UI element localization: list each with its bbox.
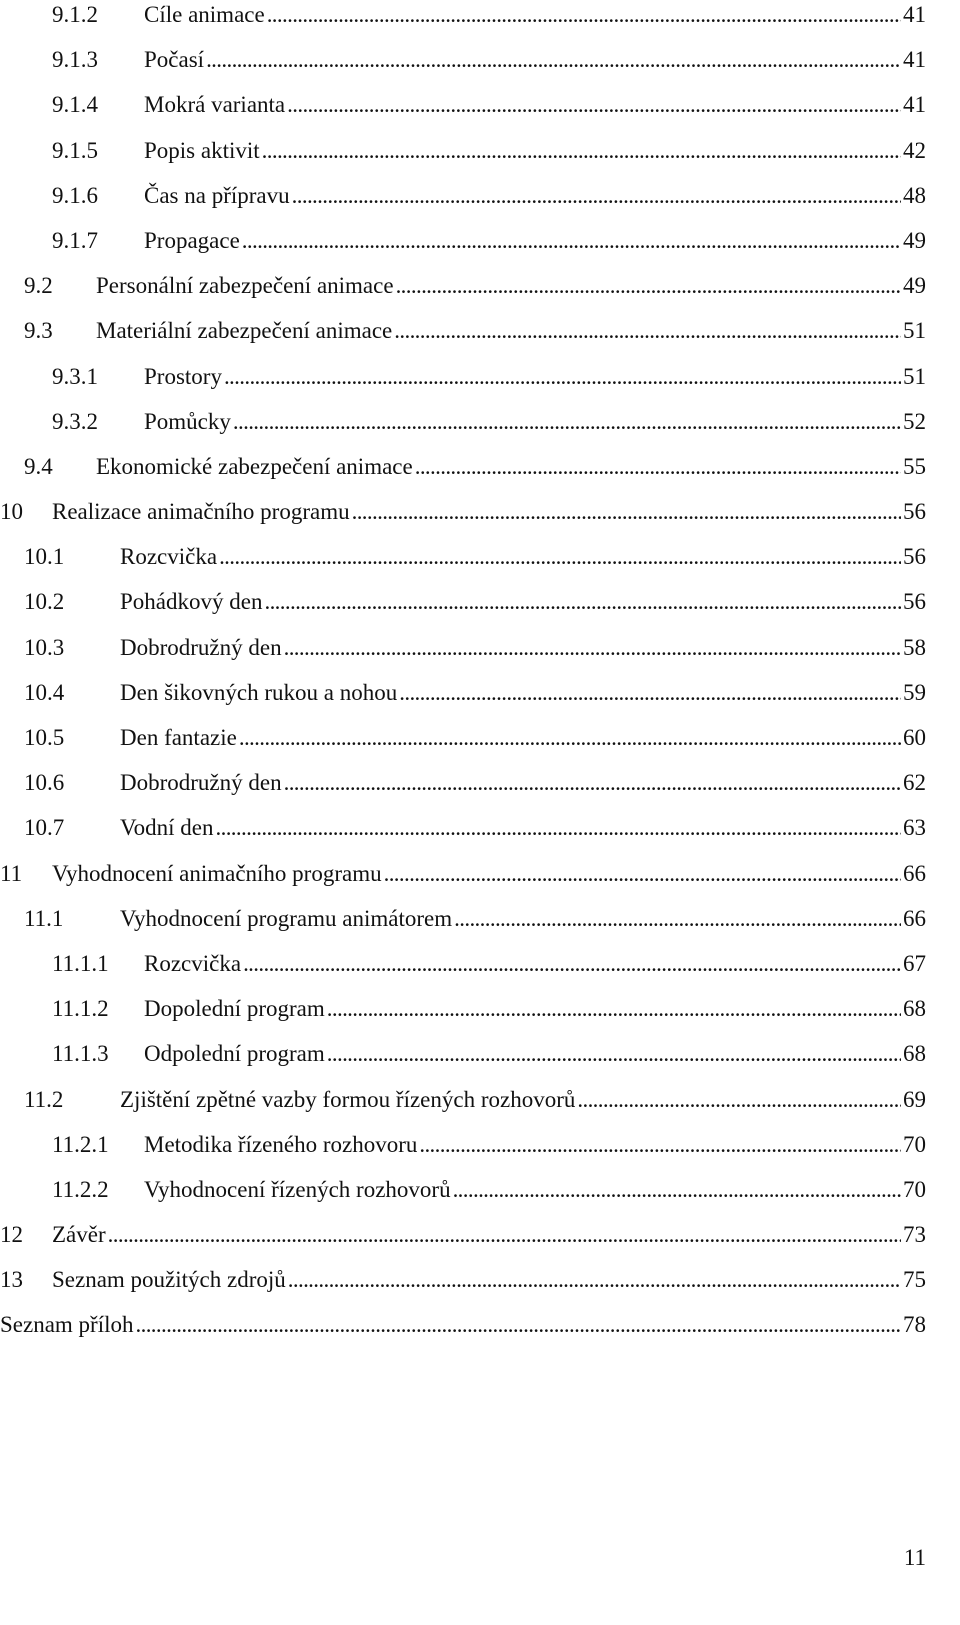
toc-entry[interactable] xyxy=(0,760,960,805)
toc-entry-page: 48 xyxy=(903,182,926,208)
toc-entry-title: Materiální zabezpečení animace xyxy=(96,318,393,344)
toc-entry-number: 10 xyxy=(0,499,23,525)
dot-leader xyxy=(136,1302,902,1347)
toc-entry[interactable] xyxy=(0,625,960,670)
toc-entry-title: Mokrá varianta xyxy=(144,92,286,118)
toc-entry-title: Vyhodnocení řízených rozhovorů xyxy=(144,1176,451,1202)
toc-entry[interactable] xyxy=(0,128,960,173)
toc-entry[interactable] xyxy=(0,1077,960,1122)
toc-entry-page: 41 xyxy=(903,92,926,118)
toc-entry-page: 52 xyxy=(903,408,926,434)
toc-entry-number: 10.5 xyxy=(24,725,65,750)
dot-leader xyxy=(108,1212,901,1257)
toc-entry-page: 62 xyxy=(903,770,926,796)
toc-entry-title: Dobrodružný den xyxy=(120,770,282,796)
toc-entry-title: Rozcvička xyxy=(120,544,218,570)
toc-entry-page: 49 xyxy=(903,273,926,299)
toc-entry-number: 11.2 xyxy=(24,1086,64,1112)
dot-leader xyxy=(216,805,902,850)
dot-leader xyxy=(327,986,901,1031)
toc-entry-title: Popis aktivit xyxy=(144,137,260,163)
toc-entry-title: Dopolední program xyxy=(144,996,325,1022)
toc-entry-number: 12 xyxy=(0,1222,23,1248)
toc-entry-page: 42 xyxy=(903,137,926,163)
toc-entry-page: 60 xyxy=(903,725,926,750)
toc-entry-title: Pohádkový den xyxy=(120,589,263,615)
toc-entry-title: Ekonomické zabezpečení animace xyxy=(96,453,413,479)
dot-leader xyxy=(284,625,901,670)
dot-leader xyxy=(396,263,901,308)
toc-entry-page: 56 xyxy=(903,544,926,570)
toc-entry-page: 51 xyxy=(903,318,926,344)
toc-entry-title: Prostory xyxy=(144,363,222,389)
toc-entry-number: 11.2.2 xyxy=(52,1176,109,1202)
dot-leader xyxy=(242,218,901,263)
toc-entry-number: 10.1 xyxy=(24,544,65,570)
toc-entry[interactable] xyxy=(0,308,960,353)
dot-leader xyxy=(577,1077,901,1122)
toc-entry[interactable] xyxy=(0,263,960,308)
toc-entry-page: 41 xyxy=(903,2,926,27)
toc-entry-title: Propagace xyxy=(144,227,240,253)
toc-entry-number: 11.2.1 xyxy=(52,1131,109,1157)
toc-entry-title: Odpolední program xyxy=(144,1041,325,1067)
dot-leader xyxy=(453,1167,901,1212)
toc-entry[interactable] xyxy=(0,1031,960,1076)
toc-entry[interactable] xyxy=(0,354,960,399)
dot-leader xyxy=(454,896,901,941)
toc-entry-page: 41 xyxy=(903,47,926,73)
dot-leader xyxy=(327,1031,901,1076)
toc-entry[interactable] xyxy=(0,851,960,896)
toc-entry-title: Seznam příloh xyxy=(0,1312,134,1338)
toc-entry-page: 69 xyxy=(903,1086,926,1112)
toc-entry-page: 68 xyxy=(903,996,926,1022)
dot-leader xyxy=(399,670,901,715)
toc-entry-number: 9.1.4 xyxy=(52,92,98,118)
toc-entry-number: 13 xyxy=(0,1267,23,1293)
toc-entry[interactable] xyxy=(0,670,960,715)
toc-entry-number: 9.1.7 xyxy=(52,227,98,253)
toc-entry-page: 56 xyxy=(903,499,926,525)
toc-entry-title: Pomůcky xyxy=(144,408,231,434)
dot-leader xyxy=(415,444,901,489)
toc-entry[interactable] xyxy=(0,986,960,1031)
toc-entry[interactable] xyxy=(0,0,960,37)
toc-entry[interactable] xyxy=(0,1212,960,1257)
toc-entry-page: 73 xyxy=(903,1222,926,1248)
toc-entry-page: 70 xyxy=(903,1131,926,1157)
toc-entry[interactable] xyxy=(0,399,960,444)
toc-entry[interactable] xyxy=(0,941,960,986)
toc-entry-page: 51 xyxy=(903,363,926,389)
dot-leader xyxy=(206,37,901,82)
toc-entry-title: Čas na přípravu xyxy=(144,182,290,208)
dot-leader xyxy=(384,851,901,896)
toc-entry[interactable] xyxy=(0,489,960,534)
toc-entry-page: 63 xyxy=(903,815,926,841)
toc-entry-title: Závěr xyxy=(52,1222,106,1248)
toc-entry-number: 11.1.3 xyxy=(52,1041,109,1067)
toc-entry-title: Vyhodnocení programu animátorem xyxy=(120,905,453,931)
toc-entry[interactable] xyxy=(0,1302,960,1347)
toc-entry-page: 75 xyxy=(903,1267,926,1293)
dot-leader xyxy=(284,760,901,805)
toc-entry-number: 10.2 xyxy=(24,589,65,615)
dot-leader xyxy=(233,399,901,444)
toc-entry-title: Zjištění zpětné vazby formou řízených rozhovorů xyxy=(120,1086,576,1112)
toc-entry-title: Cíle animace xyxy=(144,2,265,27)
toc-entry-number: 10.7 xyxy=(24,815,65,841)
dot-leader xyxy=(419,1122,901,1167)
toc-entry-page: 66 xyxy=(903,905,926,931)
toc-entry-page: 78 xyxy=(903,1312,926,1338)
toc-entry-page: 49 xyxy=(903,227,926,253)
toc-entry-title: Metodika řízeného rozhovoru xyxy=(144,1131,418,1157)
dot-leader xyxy=(292,173,901,218)
toc-entry-page: 59 xyxy=(903,679,926,705)
toc-entry[interactable] xyxy=(0,534,960,579)
dot-leader xyxy=(287,82,901,127)
toc-entry[interactable] xyxy=(0,1167,960,1212)
toc-entry-number: 9.1.3 xyxy=(52,47,98,73)
toc-entry-number: 9.3.1 xyxy=(52,363,98,389)
toc-entry-page: 66 xyxy=(903,860,926,886)
toc-entry-page: 56 xyxy=(903,589,926,615)
toc-entry-title: Vodní den xyxy=(120,815,214,841)
dot-leader xyxy=(264,579,901,624)
toc-entry-page: 70 xyxy=(903,1176,926,1202)
dot-leader xyxy=(288,1257,901,1302)
toc-entry-page: 68 xyxy=(903,1041,926,1067)
toc-entry[interactable] xyxy=(0,37,960,82)
toc-entry[interactable] xyxy=(0,1257,960,1302)
dot-leader xyxy=(219,534,901,579)
dot-leader xyxy=(267,0,901,37)
toc-entry-title: Rozcvička xyxy=(144,950,242,976)
toc-entry[interactable] xyxy=(0,1122,960,1167)
toc-entry[interactable] xyxy=(0,218,960,263)
toc-entry-title: Vyhodnocení animačního programu xyxy=(52,860,382,886)
dot-leader xyxy=(243,941,901,986)
toc-entry-number: 10.6 xyxy=(24,770,65,796)
toc-entry-page: 58 xyxy=(903,634,926,660)
toc-entry[interactable] xyxy=(0,715,960,760)
toc-entry-title: Seznam použitých zdrojů xyxy=(52,1267,286,1293)
toc-entry-title: Počasí xyxy=(144,47,205,73)
toc-entry-number: 9.2 xyxy=(24,273,53,299)
dot-leader xyxy=(394,308,901,353)
toc-entry-title: Personální zabezpečení animace xyxy=(96,273,394,299)
toc-entry-number: 10.3 xyxy=(24,634,65,660)
toc-entry-number: 9.1.6 xyxy=(52,182,98,208)
toc-entry[interactable] xyxy=(0,82,960,127)
dot-leader xyxy=(352,489,901,534)
toc-entry[interactable] xyxy=(0,579,960,624)
toc-entry-title: Den šikovných rukou a nohou xyxy=(120,679,398,705)
page-number: 11 xyxy=(903,1545,926,1570)
toc-entry[interactable] xyxy=(0,896,960,941)
toc-entry-title: Realizace animačního programu xyxy=(52,499,350,525)
toc-entry-number: 11.1 xyxy=(24,905,64,931)
toc-entry[interactable] xyxy=(0,805,960,850)
toc-entry-number: 9.1.5 xyxy=(52,137,98,163)
toc-entry-title: Dobrodružný den xyxy=(120,634,282,660)
toc-entry-number: 9.1.2 xyxy=(52,2,98,27)
toc-entry-number: 11.1.1 xyxy=(52,950,109,976)
toc-entry-number: 9.4 xyxy=(24,453,53,479)
toc-entry-number: 11.1.2 xyxy=(52,996,109,1022)
toc-entry[interactable] xyxy=(0,444,960,489)
toc-entry-page: 67 xyxy=(903,950,926,976)
toc-entry-number: 9.3 xyxy=(24,318,53,344)
dot-leader xyxy=(262,128,901,173)
toc-entry-number: 10.4 xyxy=(24,679,65,705)
toc-entry[interactable] xyxy=(0,173,960,218)
toc-entry-number: 9.3.2 xyxy=(52,408,98,434)
toc-entry-title: Den fantazie xyxy=(120,725,237,750)
dot-leader xyxy=(239,715,901,760)
toc-entry-page: 55 xyxy=(903,453,926,479)
dot-leader xyxy=(224,354,901,399)
toc-entry-number: 11 xyxy=(0,860,23,886)
